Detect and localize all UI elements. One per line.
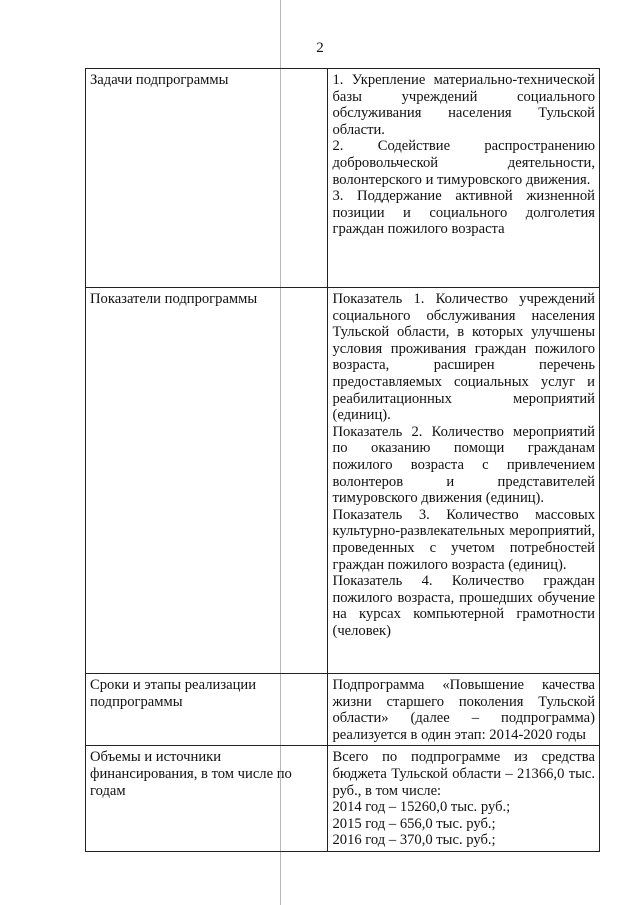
indicator-item-2: Показатель 2. Количество мероприятий по оказанию помощи гражданам пожилого возраста с привлечением волонтеров и представителей тимуровского движения (единиц).	[332, 423, 595, 507]
row-value-tasks	[328, 69, 600, 288]
subprogram-passport-table	[85, 68, 600, 852]
indicator-item-1: Показатель 1. Количество учреждений социального обслуживания населения Тульской области, в которых улучшены условия проживания граждан пожилого возраста, расширен перечень предоставляемых социальных услуг и реабилитационных мероприятий (единиц).	[332, 291, 595, 424]
table-row-indicators	[86, 288, 600, 674]
row-label-indicators: Показатели подпрограммы	[86, 288, 328, 674]
task-item-2: 2. Содействие распространению добровольческой деятельности, волонтерского и тимуровского движения.	[332, 138, 595, 188]
funding-year-2016: 2016 год – 370,0 тыс. руб.;	[332, 832, 496, 849]
row-label-funding: Объемы и источники финансирования, в том числе по годам	[86, 746, 328, 852]
table-row-funding	[86, 746, 600, 852]
funding-year-2014: 2014 год – 15260,0 тыс. руб.;	[332, 799, 511, 816]
row-value-indicators	[328, 288, 600, 674]
row-label-tasks: Задачи подпрограммы	[86, 69, 328, 288]
table-row-tasks	[86, 69, 600, 288]
timeline-text: Подпрограмма «Повышение качества жизни старшего поколения Тульской области» (далее – подпрограмма) реализуется в один этап: 2014-2020 годы	[332, 677, 595, 743]
page-number: 2	[316, 40, 324, 56]
row-value-funding	[328, 746, 600, 852]
indicator-item-3: Показатель 3. Количество массовых культурно-развлекательных мероприятий, проведенных с учетом потребностей граждан пожилого возраста (единиц).	[332, 506, 595, 573]
table-row-timeline	[86, 674, 600, 746]
row-label-timeline: Сроки и этапы реализации подпрограммы	[86, 674, 328, 746]
task-item-3: 3. Поддержание активной жизненной позиции и социального долголетия граждан пожилого возраста	[332, 188, 595, 238]
funding-total: Всего по подпрограмме из средства бюджета Тульской области – 21366,0 тыс. руб., в том числе:	[332, 749, 595, 799]
row-value-timeline	[328, 674, 600, 746]
task-item-1: 1. Укрепление материально-технической базы учреждений социального обслуживания населения Тульской области.	[332, 72, 595, 138]
funding-year-2015: 2015 год – 656,0 тыс. руб.;	[332, 815, 496, 832]
indicator-item-4: Показатель 4. Количество граждан пожилого возраста, прошедших обучение на курсах компьютерной грамотности (человек)	[332, 573, 595, 639]
